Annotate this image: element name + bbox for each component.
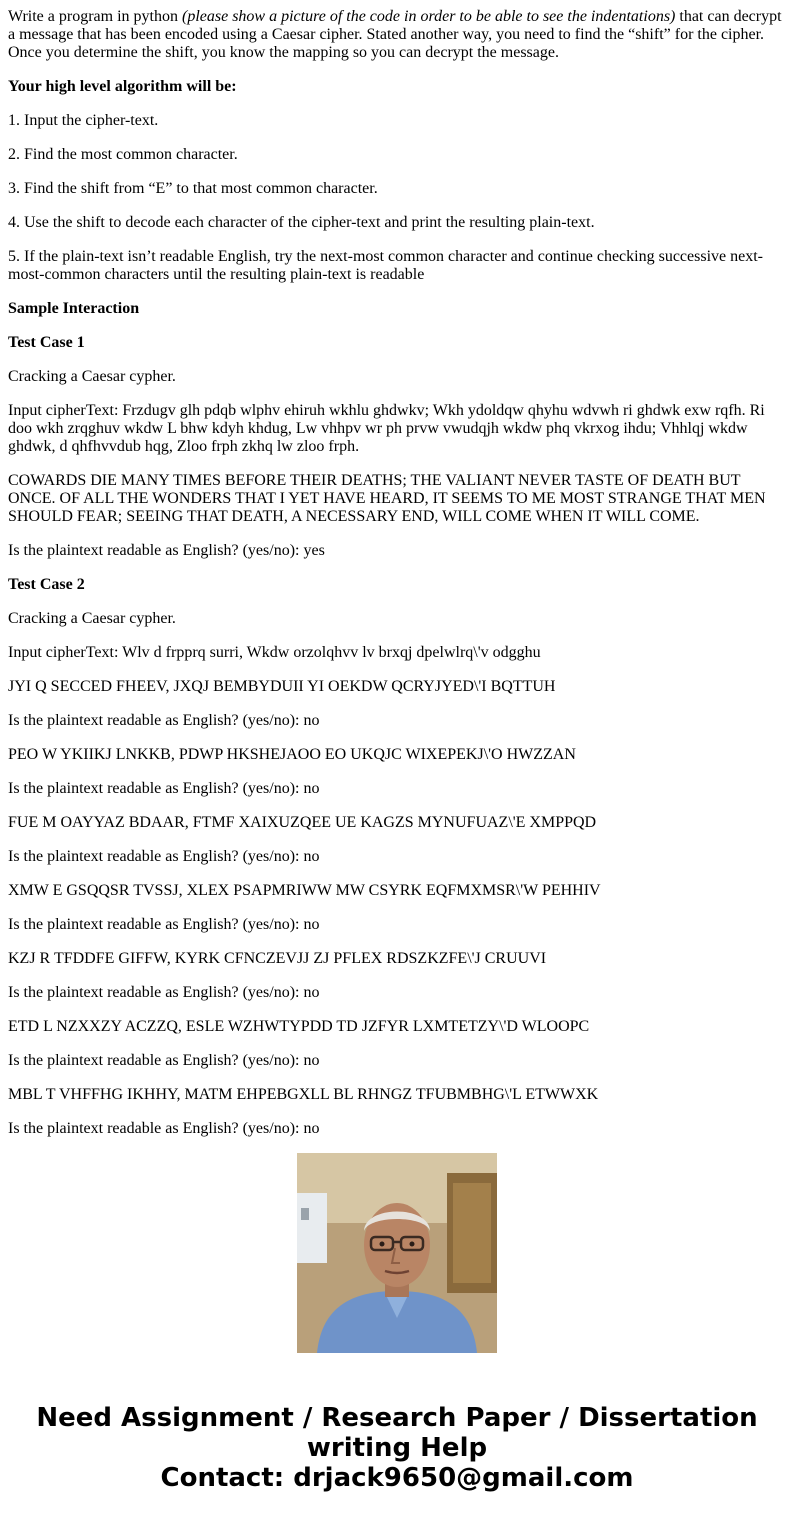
intro-paragraph	[8, 8, 786, 62]
person-photo-icon	[297, 1153, 497, 1353]
algorithm-heading: Your high level algorithm will be:	[8, 78, 237, 95]
test2-line: Cracking a Caesar cypher.	[8, 610, 176, 627]
test2-line: Input cipherText: Wlv d frpprq surri, Wkdw orzolqhvv lv brxqj dpelwlrq\'v odgghu	[8, 644, 541, 661]
intro-text-end: that can decrypt a message that has been encoded using a Caesar cipher. Stated another way, you need to find the “shift” for the cipher. Once you determine the shift, you know the mapping so you can decrypt the message.	[8, 8, 782, 61]
promo-banner	[0, 1403, 794, 1493]
step-3: 3. Find the shift from “E” to that most common character.	[8, 180, 378, 197]
test2-heading: Test Case 2	[8, 576, 85, 593]
step-5: 5. If the plain-text isn’t readable English, try the next-most common character and continue checking successive next-most-common characters until the resulting plain-text is readable	[8, 248, 764, 283]
test2-line: XMW E GSQQSR TVSSJ, XLEX PSAPMRIWW MW CSYRK EQFMXMSR\'W PEHHIV	[8, 882, 601, 899]
test2-line: ETD L NZXXZY ACZZQ, ESLE WZHWTYPDD TD JZFYR LXMTETZY\'D WLOOPC	[8, 1018, 590, 1035]
test1-line: Cracking a Caesar cypher.	[8, 368, 176, 385]
test2-line: Is the plaintext readable as English? (yes/no): no	[8, 712, 320, 729]
test2-line: Is the plaintext readable as English? (yes/no): no	[8, 1120, 320, 1137]
test1-line: Input cipherText: Frzdugv glh pdqb wlphv ehiruh wkhlu ghdwkv; Wkh ydoldqw qhyhu wdvwh ri ghdwk exw rqfh. Ri doo wkh zrqghuv wkdw L bhw kdyh khdug, Lw vhhpv wr ph prvw vwudqjh wkdw phq vkrxog ihdu; Vhhlqj wkdw ghdwk, d qhfhvvdub hqg, Zloo frph zkhq lw zloo frph.	[8, 402, 765, 455]
document-body	[8, 8, 786, 1137]
test2-line: PEO W YKIIKJ LNKKB, PDWP HKSHEJAOO EO UKQJC WIXEPEKJ\'O HWZZAN	[8, 746, 576, 763]
step-4: 4. Use the shift to decode each character of the cipher-text and print the resulting plain-text.	[8, 214, 595, 231]
test2-line: Is the plaintext readable as English? (yes/no): no	[8, 916, 320, 933]
test2-line: Is the plaintext readable as English? (yes/no): no	[8, 984, 320, 1001]
test2-line: Is the plaintext readable as English? (yes/no): no	[8, 780, 320, 797]
promo-line: Need Assignment / Research Paper / Dissertation	[36, 1403, 758, 1433]
contact-email: Contact: drjack9650@gmail.com	[160, 1463, 634, 1493]
test2-line: KZJ R TFDDFE GIFFW, KYRK CFNCZEVJJ ZJ PFLEX RDSZKZFE\'J CRUUVI	[8, 950, 547, 967]
sample-heading: Sample Interaction	[8, 300, 140, 317]
intro-text-start: Write a program in python	[8, 8, 182, 25]
step-1: 1. Input the cipher-text.	[8, 112, 159, 129]
promo-line: writing Help	[306, 1433, 488, 1463]
step-2: 2. Find the most common character.	[8, 146, 238, 163]
test1-heading: Test Case 1	[8, 334, 85, 351]
intro-italic-note: (please show a picture of the code in order to be able to see the indentations)	[181, 8, 676, 25]
test2-line: Is the plaintext readable as English? (yes/no): no	[8, 848, 320, 865]
test2-line: FUE M OAYYAZ BDAAR, FTMF XAIXUZQEE UE KAGZS MYNUFUAZ\'E XMPPQD	[8, 814, 597, 831]
test2-line: Is the plaintext readable as English? (yes/no): no	[8, 1052, 320, 1069]
test2-line: JYI Q SECCED FHEEV, JXQJ BEMBYDUII YI OEKDW QCRYJYED\'I BQTTUH	[8, 678, 556, 695]
test2-line: MBL T VHFFHG IKHHY, MATM EHPEBGXLL BL RHNGZ TFUBMBHG\'L ETWWXK	[8, 1086, 599, 1103]
test1-line: Is the plaintext readable as English? (yes/no): yes	[8, 542, 325, 559]
avatar	[297, 1153, 497, 1353]
test1-line: COWARDS DIE MANY TIMES BEFORE THEIR DEATHS; THE VALIANT NEVER TASTE OF DEATH BUT ONCE. OF ALL THE WONDERS THAT I YET HAVE HEARD, IT SEEMS TO ME MOST STRANGE THAT MEN SHOULD FEAR; SEEING THAT DEATH, A NECESSARY END, WILL COME WHEN IT WILL COME.	[8, 472, 766, 525]
